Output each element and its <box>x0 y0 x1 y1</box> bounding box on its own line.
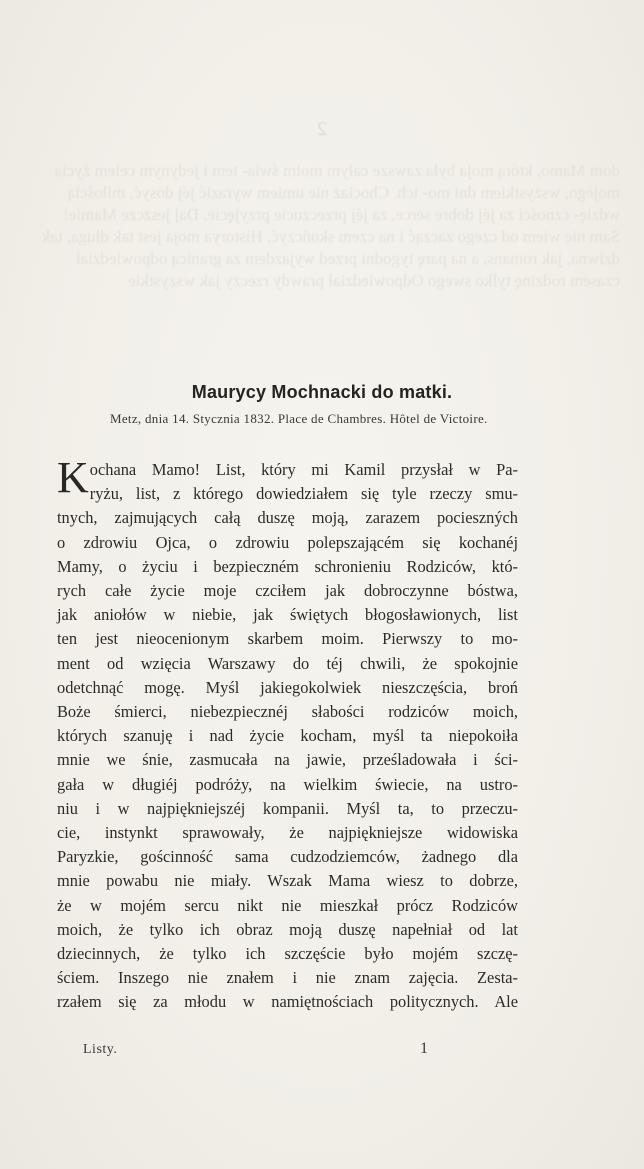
body-line: Paryzkie, gościnność sama cudzodziemców, żadnego dla <box>57 847 518 867</box>
body-line: których szanuję i nad życie kocham, myśl ta niepokoiła <box>57 726 518 746</box>
body-line: o zdrowiu Ojca, o zdrowiu polepszającém się kochanéj <box>57 532 518 552</box>
body-line: rzałem się za młodu w namiętnościach politycznych. Ale <box>57 992 518 1012</box>
body-line: cie, instynkt sprawowały, że najpiękniejsze widowiska <box>57 823 518 843</box>
body-line: niu i w najpiękniejszéj kompanii. Myśl ta, to przeczu- <box>57 798 518 818</box>
body-line: rych całe życie moje czciłem jak dobroczynne bóstwa, <box>57 581 518 601</box>
body-line: Boże śmierci, niebezpiecznéj słabości rodziców moich, <box>57 702 518 722</box>
body-line: gała w długiéj podróży, na wielkim świecie, na ustro- <box>57 774 518 794</box>
letter-dateline: Metz, dnia 14. Stycznia 1832. Place de Chambres. Hôtel de Victoire. <box>110 411 488 426</box>
body-line: że w mojém sercu nikt nie mieszkał prócz Rodziców <box>57 895 518 915</box>
body-line: odetchnąć mogę. Myśl jakiegokolwiek nieszczęścia, broń <box>57 677 518 697</box>
drop-cap: K <box>57 453 89 502</box>
body-line: ryżu, list, z którego dowiedziałem się tyle rzeczy smu- <box>89 484 518 504</box>
signature-mark: Listy. <box>83 1042 118 1057</box>
body-line: jak aniołów w niebie, jak świętych błogosławionych, list <box>57 605 518 625</box>
body-line: tnych, zajmujących całą duszę moją, zarazem pocieszných <box>57 508 518 528</box>
letter-body <box>57 453 518 1015</box>
body-line: mnie we śnie, zasmucała na jawie, prześladowała i ści- <box>57 750 518 770</box>
show-through-text: dom Mamo, którą moja była zawsze całym moim świa- tem i jedynym celem życia mojego, wszystkiem dni mo- ich. Chociaż nie umiem wyrazić jéj dosyć, miłością wdzię- czności za jéj dobre serce, za jéj przeczucie przyjęcie. Daj jeszcze Mamie! Sam nie wiem od czego zacząć i na czem skończyć. Historya moja jest tak długa, tak dziwna, jak romans, a na parę tygodni przed wyjazdem za granicą odpowiedział czasem rodzinę tylko swego Odpowiedział prawdy rzeczy jak wszystkie <box>41 161 620 290</box>
show-through-page-number: 2 <box>317 118 327 140</box>
sheet-number: 1 <box>420 1040 428 1057</box>
body-line: ment od wzięcia Warszawy do téj chwili, że spokojnie <box>57 653 518 673</box>
body-line: ten jest nieocenionym skarbem moim. Pierwszy to mo- <box>57 629 518 649</box>
body-line: Mamy, o życiu i bezpieczném schronieniu Rodziców, któ- <box>57 556 518 576</box>
letter-heading: Maurycy Mochnacki do matki. <box>191 382 453 403</box>
body-line: ochana Mamo! List, który mi Kamil przysłał w Pa- <box>89 460 518 479</box>
body-line: moich, że tylko ich obraz moją duszę napełniał od lat <box>57 919 518 939</box>
body-line: mnie powabu nie miały. Wszak Mama wiesz to dobrze, <box>57 871 518 891</box>
body-line: ściem. Inszego nie znałem i nie znam zajęcia. Zesta- <box>57 968 518 988</box>
body-line: dziecinnych, że tylko ich szczęście było mojém szczę- <box>57 944 518 964</box>
